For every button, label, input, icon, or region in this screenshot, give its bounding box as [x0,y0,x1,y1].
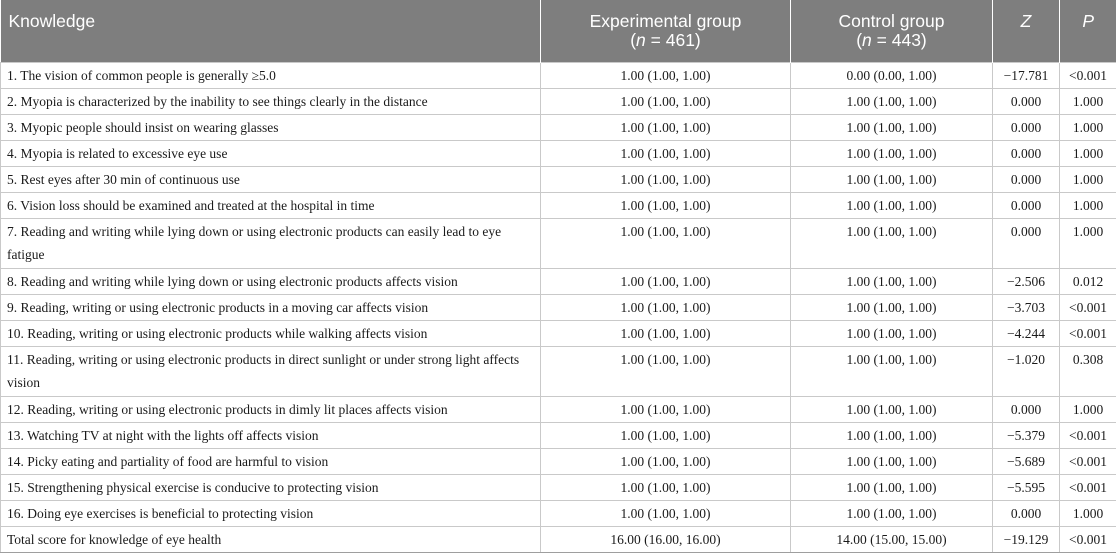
table-row [1,166,1116,192]
experimental-cell: 1.00 (1.00, 1.00) [541,294,791,320]
knowledge-cell: 9. Reading, writing or using electronic products in a moving car affects vision [1,294,541,320]
control-cell: 1.00 (1.00, 1.00) [791,500,993,526]
knowledge-cell: 16. Doing eye exercises is beneficial to protecting vision [1,500,541,526]
z-cell: 0.000 [993,114,1060,140]
table-row [1,88,1116,114]
control-cell: 1.00 (1.00, 1.00) [791,422,993,448]
z-cell: 0.000 [993,166,1060,192]
control-cell: 1.00 (1.00, 1.00) [791,166,993,192]
z-cell: 0.000 [993,500,1060,526]
control-cell: 1.00 (1.00, 1.00) [791,474,993,500]
p-cell: <0.001 [1060,294,1116,320]
z-cell: −19.129 [993,526,1060,552]
z-cell: −3.703 [993,294,1060,320]
experimental-cell: 1.00 (1.00, 1.00) [541,320,791,346]
header-control-n: (n = 443) [797,31,986,50]
z-cell: −4.244 [993,320,1060,346]
z-cell: 0.000 [993,218,1060,268]
control-cell: 1.00 (1.00, 1.00) [791,320,993,346]
control-cell: 1.00 (1.00, 1.00) [791,114,993,140]
control-cell: 1.00 (1.00, 1.00) [791,88,993,114]
control-cell: 1.00 (1.00, 1.00) [791,294,993,320]
header-z: Z [993,0,1060,62]
knowledge-cell: 1. The vision of common people is generally ≥5.0 [1,62,541,88]
knowledge-cell: 11. Reading, writing or using electronic products in direct sunlight or under strong light affects vision [1,346,541,396]
experimental-cell: 1.00 (1.00, 1.00) [541,422,791,448]
table-row [1,448,1116,474]
z-cell: −5.689 [993,448,1060,474]
total-row [1,526,1116,552]
control-cell: 1.00 (1.00, 1.00) [791,448,993,474]
header-control-label: Control group [797,12,986,31]
experimental-cell: 1.00 (1.00, 1.00) [541,166,791,192]
control-cell: 1.00 (1.00, 1.00) [791,218,993,268]
p-cell: <0.001 [1060,422,1116,448]
table-row [1,140,1116,166]
knowledge-cell: 6. Vision loss should be examined and treated at the hospital in time [1,192,541,218]
control-cell: 0.00 (0.00, 1.00) [791,62,993,88]
table-row [1,218,1116,268]
knowledge-cell: 10. Reading, writing or using electronic products while walking affects vision [1,320,541,346]
z-cell: −5.595 [993,474,1060,500]
header-experimental-label: Experimental group [547,12,784,31]
table-row [1,474,1116,500]
z-cell: −2.506 [993,268,1060,294]
table-row [1,294,1116,320]
control-cell: 1.00 (1.00, 1.00) [791,346,993,396]
knowledge-cell: 8. Reading and writing while lying down or using electronic products affects vision [1,268,541,294]
table-row [1,320,1116,346]
p-cell: 1.000 [1060,218,1116,268]
table-row [1,396,1116,422]
table-row [1,346,1116,396]
p-cell: <0.001 [1060,474,1116,500]
table-row [1,268,1116,294]
p-cell: 1.000 [1060,166,1116,192]
z-cell: −5.379 [993,422,1060,448]
experimental-cell: 1.00 (1.00, 1.00) [541,500,791,526]
experimental-cell: 1.00 (1.00, 1.00) [541,192,791,218]
table-row [1,500,1116,526]
z-cell: −17.781 [993,62,1060,88]
z-cell: −1.020 [993,346,1060,396]
header-experimental-group [541,0,791,62]
experimental-cell: 16.00 (16.00, 16.00) [541,526,791,552]
header-row [1,0,1116,62]
knowledge-cell: 15. Strengthening physical exercise is conducive to protecting vision [1,474,541,500]
z-cell: 0.000 [993,396,1060,422]
p-cell: 1.000 [1060,500,1116,526]
control-cell: 14.00 (15.00, 15.00) [791,526,993,552]
p-cell: 1.000 [1060,114,1116,140]
knowledge-cell: 14. Picky eating and partiality of food are harmful to vision [1,448,541,474]
knowledge-cell: 4. Myopia is related to excessive eye use [1,140,541,166]
table-row [1,422,1116,448]
control-cell: 1.00 (1.00, 1.00) [791,140,993,166]
p-cell: <0.001 [1060,62,1116,88]
p-cell: 1.000 [1060,192,1116,218]
experimental-cell: 1.00 (1.00, 1.00) [541,114,791,140]
knowledge-cell: 13. Watching TV at night with the lights off affects vision [1,422,541,448]
table-row [1,192,1116,218]
table-row [1,114,1116,140]
knowledge-cell: Total score for knowledge of eye health [1,526,541,552]
experimental-cell: 1.00 (1.00, 1.00) [541,62,791,88]
control-cell: 1.00 (1.00, 1.00) [791,396,993,422]
header-knowledge: Knowledge [1,0,541,62]
p-cell: 1.000 [1060,88,1116,114]
header-p: P [1060,0,1116,62]
experimental-cell: 1.00 (1.00, 1.00) [541,448,791,474]
p-cell: 1.000 [1060,140,1116,166]
p-cell: <0.001 [1060,320,1116,346]
knowledge-cell: 5. Rest eyes after 30 min of continuous use [1,166,541,192]
experimental-cell: 1.00 (1.00, 1.00) [541,346,791,396]
experimental-cell: 1.00 (1.00, 1.00) [541,268,791,294]
experimental-cell: 1.00 (1.00, 1.00) [541,396,791,422]
z-cell: 0.000 [993,140,1060,166]
control-cell: 1.00 (1.00, 1.00) [791,268,993,294]
knowledge-cell: 12. Reading, writing or using electronic products in dimly lit places affects vision [1,396,541,422]
experimental-cell: 1.00 (1.00, 1.00) [541,88,791,114]
table-row [1,62,1116,88]
header-experimental-n: (n = 461) [547,31,784,50]
z-cell: 0.000 [993,88,1060,114]
z-cell: 0.000 [993,192,1060,218]
header-control-group [791,0,993,62]
control-cell: 1.00 (1.00, 1.00) [791,192,993,218]
knowledge-cell: 7. Reading and writing while lying down or using electronic products can easily lead to eye fatigue [1,218,541,268]
p-cell: 0.012 [1060,268,1116,294]
p-cell: 1.000 [1060,396,1116,422]
p-cell: <0.001 [1060,526,1116,552]
p-cell: <0.001 [1060,448,1116,474]
knowledge-cell: 3. Myopic people should insist on wearing glasses [1,114,541,140]
experimental-cell: 1.00 (1.00, 1.00) [541,474,791,500]
p-cell: 0.308 [1060,346,1116,396]
experimental-cell: 1.00 (1.00, 1.00) [541,140,791,166]
knowledge-cell: 2. Myopia is characterized by the inability to see things clearly in the distance [1,88,541,114]
experimental-cell: 1.00 (1.00, 1.00) [541,218,791,268]
